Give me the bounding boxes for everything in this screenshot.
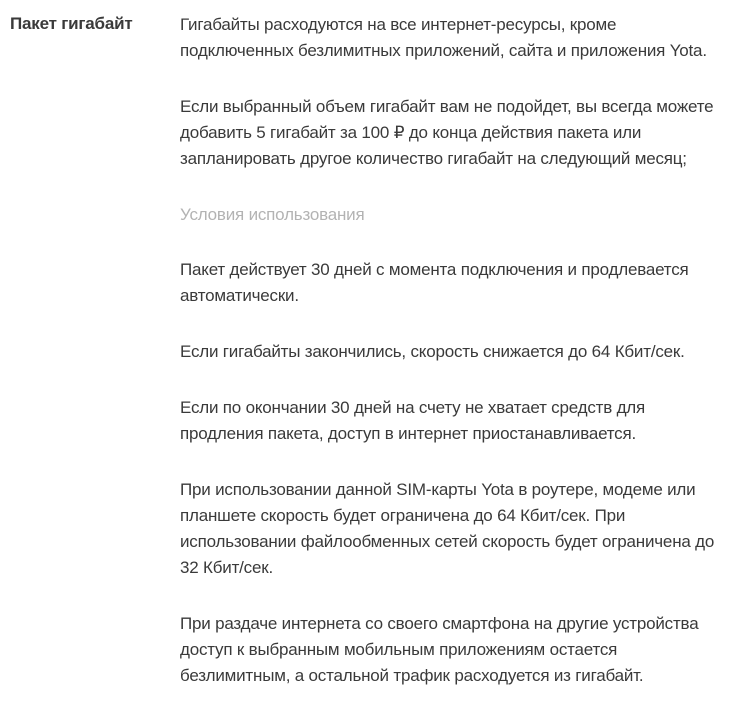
description-paragraph: Гигабайты расходуются на все интернет-ресурсы, кроме подключенных безлимитных приложений, сайта и приложения Yota. xyxy=(180,15,707,60)
description-paragraph: Если по окончании 30 дней на счету не хватает средств для продления пакета, доступ в интернет приостанавливается. xyxy=(180,398,646,443)
description-paragraph: При раздаче интернета со своего смартфона на другие устройства доступ к выбранным мобильным приложениям остается безлимитным, а остальной трафик расходуется из гигабайт. xyxy=(180,614,699,685)
description-paragraph: Если гигабайты закончились, скорость снижается до 64 Кбит/сек. xyxy=(180,342,685,361)
description-paragraph: При использовании данной SIM-карты Yota в роутере, модеме или планшете скорость будет ограничена до 64 Кбит/сек. При использовании файлообменных сетей скорость будет ограничена до 32 Кбит/сек. xyxy=(180,480,715,577)
section-label-column xyxy=(0,12,180,36)
section-label: Пакет гигабайт xyxy=(10,14,133,33)
description-paragraph: Если выбранный объем гигабайт вам не подойдет, вы всегда можете добавить 5 гигабайт за 100 ₽ до конца действия пакета или запланировать другое количество гигабайт на следующий месяц; xyxy=(180,97,714,168)
description-paragraph: Пакет действует 30 дней с момента подключения и продлевается автоматически. xyxy=(180,260,689,305)
section-content xyxy=(180,12,725,719)
terms-of-use-subheading: Условия использования xyxy=(180,205,365,224)
